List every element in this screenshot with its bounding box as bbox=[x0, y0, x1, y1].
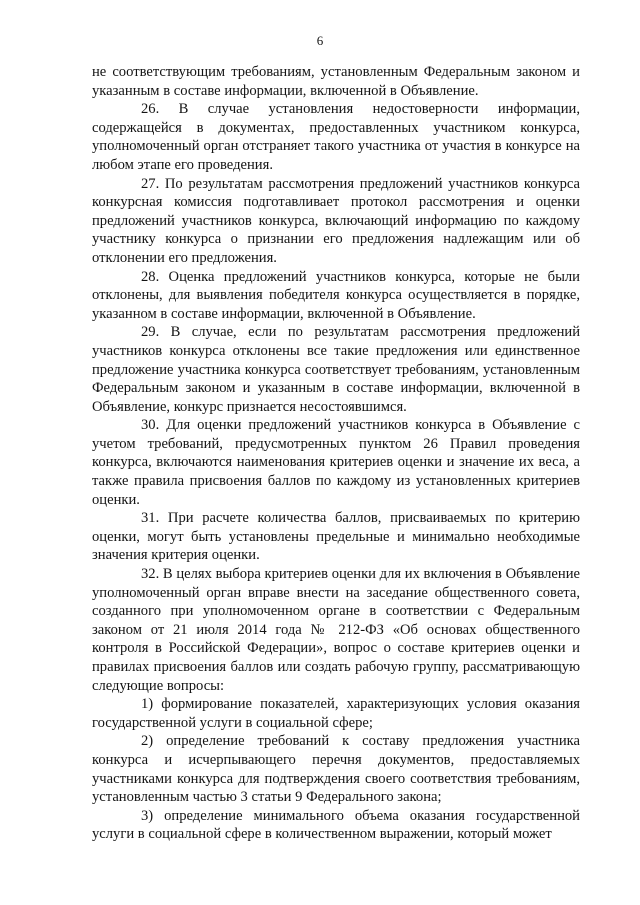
paragraph-28: 28. Оценка предложений участников конкурса, которые не были отклонены, для выявления победителя конкурса осуществляется в порядке, указанном в составе информации, включенной в Объявление. bbox=[92, 268, 580, 322]
paragraph-continuation: не соответствующим требованиям, установленным Федеральным законом и указанным в составе информации, включенной в Объявление. bbox=[92, 64, 580, 99]
list-item-3: 3) определение минимального объема оказания государственной услуги в социальной сфере в количественном выражении, который может bbox=[92, 807, 580, 843]
paragraph-27: 27. По результатам рассмотрения предложений участников конкурса конкурсная комиссия подготавливает протокол рассмотрения и оценки предложений участников конкурса, включающий информацию по каждому участнику конкурса о признании его предложения надлежащим или об отклонении его предложения. bbox=[92, 175, 580, 266]
list-item-2: 2) определение требований к составу предложения участника конкурса и исчерпывающего перечня документов, предоставляемых участниками конкурса для подтверждения своего соответствия требованиям, установленным частью 3 статьи 9 Федерального закона; bbox=[92, 733, 580, 806]
paragraph-26: 26. В случае установления недостоверности информации, содержащейся в документах, предоставленных участником конкурса, уполномоченный орган отстраняет такого участника от участия в конкурсе на любом этапе его проведения. bbox=[92, 101, 580, 173]
paragraph-32: 32. В целях выбора критериев оценки для их включения в Объявление уполномоченный орган вправе внести на заседание общественного совета, созданного при уполномоченном органе в соответствии с Федеральным законом от 21 июля 2014 года № 212-ФЗ «Об основах общественного контроля в Российской Федерации», вопрос о составе критериев оценки и правилах присвоения баллов или создать рабочую группу, рассматривающую следующие вопросы: bbox=[92, 566, 580, 694]
paragraph-30: 30. Для оценки предложений участников конкурса в Объявление с учетом требований, предусмотренных пунктом 26 Правил проведения конкурса, включаются наименования критериев оценки и значение их веса, а также правила присвоения баллов по каждому из установленных критериев оценки. bbox=[92, 417, 580, 508]
document-body bbox=[92, 63, 580, 844]
paragraph-29: 29. В случае, если по результатам рассмотрения предложений участников конкурса отклонены все такие предложения или единственное предложение участника конкурса соответствует требованиям, установленным Федеральным законом и указанным в составе информации, включенной в Объявление, конкурс признается несостоявшимся. bbox=[92, 324, 580, 415]
page-number: 6 bbox=[316, 33, 324, 48]
paragraph-31: 31. При расчете количества баллов, присваиваемых по критерию оценки, могут быть установлены предельные и минимально необходимые значения критерия оценки. bbox=[92, 510, 580, 564]
list-item-1: 1) формирование показателей, характеризующих условия оказания государственной услуги в социальной сфере; bbox=[92, 696, 580, 731]
